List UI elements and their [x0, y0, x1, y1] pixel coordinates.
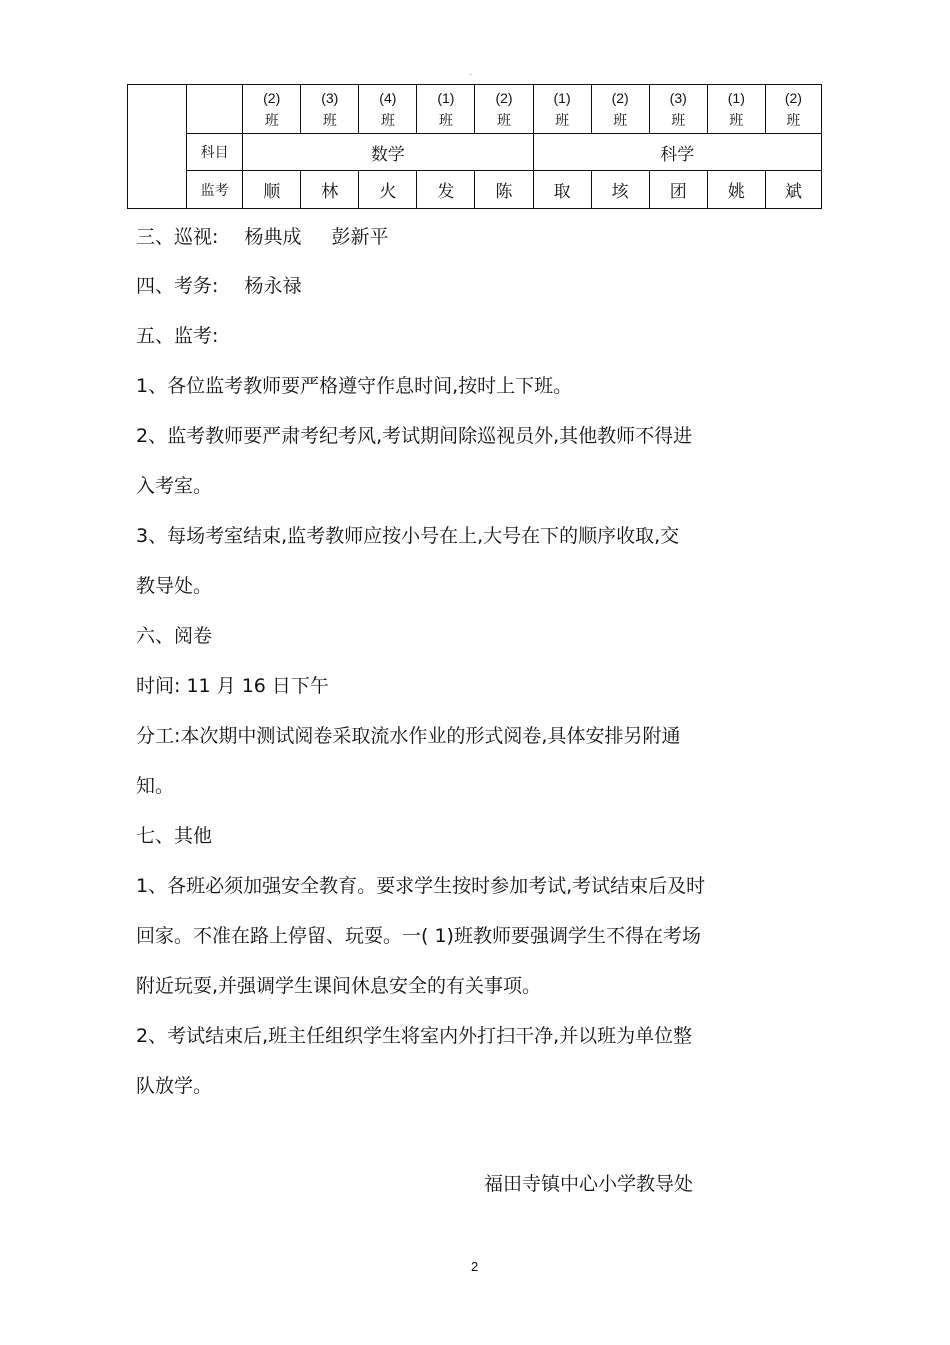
subject-header-cell: 科目 [187, 134, 243, 171]
page-number: 2 [471, 1259, 479, 1274]
grading-division-line-1: 分工:本次期中测试阅卷采取流水作业的形式阅卷,具体安排另附通 [136, 725, 681, 747]
table-empty-header-cell [187, 85, 243, 134]
table-class-cell: (2) 班 [475, 85, 533, 134]
proctor-section-title: 五、监考: [136, 325, 219, 347]
other-section-title: 七、其他 [136, 825, 213, 847]
table-class-cell: (2) 班 [765, 85, 821, 134]
proctor-name-cell: 林 [301, 171, 359, 209]
table-row-proctors [128, 171, 822, 209]
table-class-cell: (2) 班 [243, 85, 301, 134]
proctor-item-2-line-2: 入考室。 [136, 475, 213, 497]
proctor-name-cell: 姚 [707, 171, 765, 209]
subject-science-cell: 科学 [533, 134, 821, 171]
issuer-signature: 福田寺镇中心小学教导处 [484, 1173, 694, 1195]
table-class-cell: (3) 班 [301, 85, 359, 134]
exam-schedule-table [127, 84, 822, 209]
grading-division-line-2: 知。 [136, 775, 175, 797]
proctor-name-cell: 垓 [591, 171, 649, 209]
table-class-cell: (1) 班 [533, 85, 591, 134]
proctor-name-cell: 火 [359, 171, 417, 209]
page-top-mark: - [469, 70, 472, 79]
patrol-label: 三、巡视: [136, 226, 219, 248]
proctor-name-cell: 团 [649, 171, 707, 209]
proctor-item-1: 1、各位监考教师要严格遵守作息时间,按时上下班。 [136, 375, 573, 397]
table-class-cell: (1) 班 [417, 85, 475, 134]
other-item-1-line-3: 附近玩耍,并强调学生课间休息安全的有关事项。 [136, 975, 542, 997]
proctor-name-cell: 陈 [475, 171, 533, 209]
proctor-item-3-line-2: 教导处。 [136, 575, 213, 597]
proctor-item-3-line-1: 3、每场考室结束,监考教师应按小号在上,大号在下的顺序收取,交 [136, 525, 680, 547]
other-item-2-line-2: 队放学。 [136, 1075, 213, 1097]
proctor-name-cell: 发 [417, 171, 475, 209]
proctor-name-cell: 斌 [765, 171, 821, 209]
proctor-header-cell: 监考 [187, 171, 243, 209]
subject-math-cell: 数学 [243, 134, 533, 171]
grading-time: 时间: 11 月 16 日下午 [136, 675, 329, 697]
table-class-cell: (1) 班 [707, 85, 765, 134]
patrol-line [136, 225, 389, 249]
affairs-name: 杨永禄 [244, 275, 302, 297]
grading-section-title: 六、阅卷 [136, 625, 213, 647]
table-class-cell: (4) 班 [359, 85, 417, 134]
patrol-name-2: 彭新平 [331, 226, 389, 248]
proctor-name-cell: 顺 [243, 171, 301, 209]
table-class-cell: (3) 班 [649, 85, 707, 134]
other-item-1-line-2: 回家。不准在路上停留、玩耍。一( 1)班教师要强调学生不得在考场 [136, 925, 701, 947]
table-merged-left-cell [128, 85, 187, 209]
proctor-item-2-line-1: 2、监考教师要严肃考纪考风,考试期间除巡视员外,其他教师不得进 [136, 425, 693, 447]
proctor-name-cell: 取 [533, 171, 591, 209]
table-row-classes [128, 85, 822, 134]
table-class-cell: (2) 班 [591, 85, 649, 134]
patrol-name-1: 杨典成 [244, 226, 302, 248]
affairs-line [136, 274, 302, 298]
table-row-subjects [128, 134, 822, 171]
other-item-1-line-1: 1、各班必须加强安全教育。要求学生按时参加考试,考试结束后及时 [136, 875, 706, 897]
other-item-2-line-1: 2、考试结束后,班主任组织学生将室内外打扫干净,并以班为单位整 [136, 1025, 693, 1047]
affairs-label: 四、考务: [136, 275, 219, 297]
